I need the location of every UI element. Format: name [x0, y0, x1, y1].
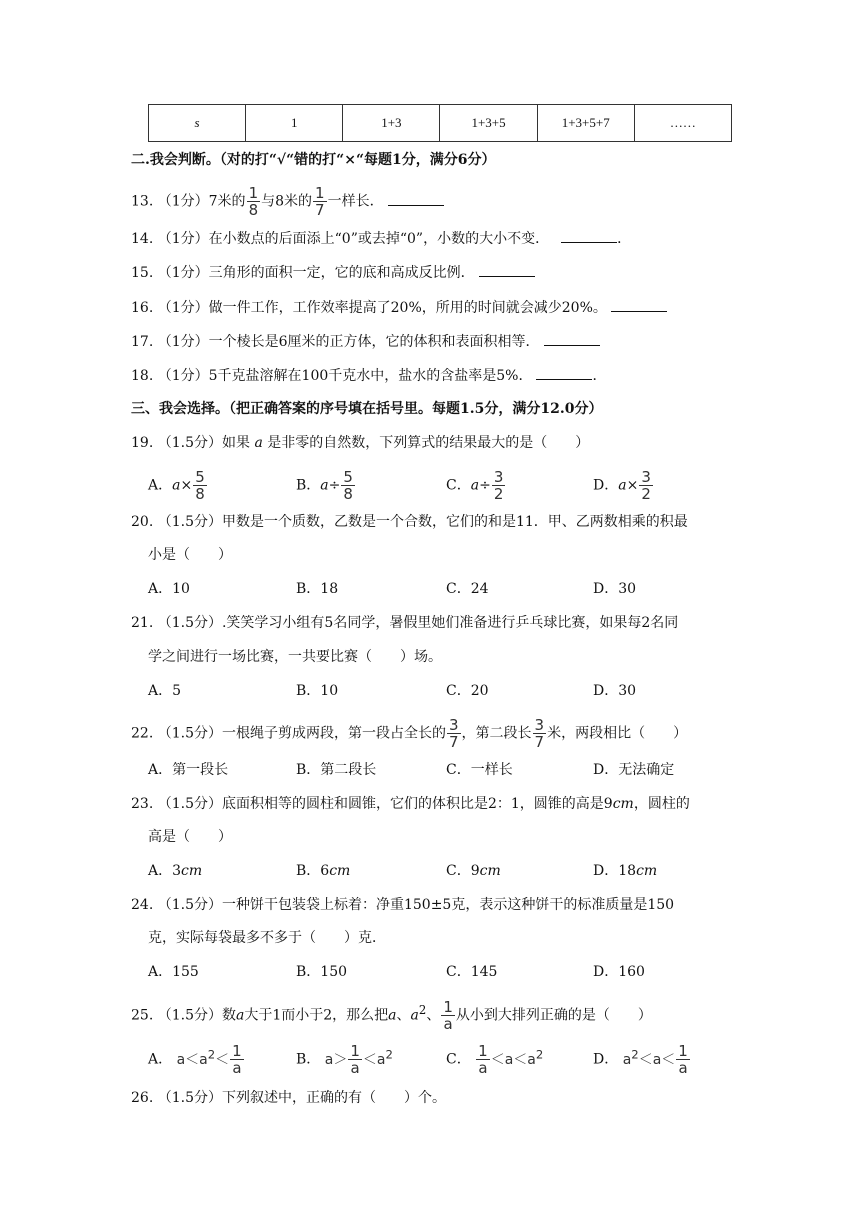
option-a[interactable] [148, 470, 208, 501]
question-text: 甲数是一个质数，乙数是一个合数，它们的和是11．甲、乙两数相乘的积最 [221, 514, 688, 530]
option-a[interactable]: A．5 [148, 683, 182, 699]
question-23 [131, 794, 690, 814]
variable-a: a [320, 477, 329, 494]
unit: cm [479, 863, 501, 879]
operator: ÷ [479, 477, 491, 494]
question-number: 16. [131, 300, 154, 316]
option-c[interactable]: C．一样长 [446, 762, 513, 778]
option-c[interactable]: C．20 [446, 683, 489, 699]
operator: ÷ [328, 477, 341, 494]
option-a[interactable]: A．10 [148, 581, 190, 597]
question-text: 下列叙述中，正确的有（ ）个。 [221, 1090, 446, 1106]
question-21 [131, 613, 678, 633]
option-label: A． [148, 1051, 173, 1068]
separator: 、 [426, 1007, 441, 1024]
answer-blank[interactable] [561, 228, 617, 243]
question-25: 25. （1.5分）数a大于1而小于2，那么把a、$a^2$、 $\frac{1}{a}$ 从小到大排列正确的是（ ） [131, 998, 652, 1034]
fraction: $\frac{1}{a}$ [443, 998, 453, 1034]
question-15 [131, 262, 535, 283]
question-text: 一根绳子剪成两段，第一段占全长的 [221, 725, 446, 742]
option-label: A． [148, 477, 173, 494]
question-score: （1.5分） [157, 435, 222, 451]
option-b[interactable] [296, 470, 356, 501]
fraction: $\frac{5}{8}$ [343, 468, 353, 503]
question-text: 米，两段相比（ ） [547, 725, 688, 742]
question-20-cont: 小是（ ） [148, 547, 232, 563]
option-a[interactable]: A．155 [148, 964, 199, 980]
inequality-expression: a＞ $\frac{1}{a}$ $<a^2$ [324, 1042, 393, 1078]
unit: cm [636, 863, 658, 879]
option-label: C． [446, 863, 471, 879]
unit: cm [612, 796, 634, 812]
question-text: 一样长． [327, 193, 384, 210]
question-score: （1.5分） [157, 1007, 222, 1024]
question-score: （1.5分） [157, 1090, 222, 1106]
variable-a: a [254, 435, 263, 451]
question-text: 与8米的 [261, 193, 313, 210]
question-17 [131, 331, 600, 352]
question-text: 做一件工作，工作效率提高了20%，所用的时间就会减少20%。 [208, 300, 607, 316]
option-c[interactable]: C．145 [446, 964, 498, 980]
option-label: B． [296, 477, 321, 494]
option-c[interactable]: C．24 [446, 581, 489, 597]
section-3-heading: 三、我会选择。（把正确答案的序号填在括号里。每题1.5分，满分12.0分） [131, 401, 603, 417]
question-16 [131, 297, 667, 318]
question-number: 21. [131, 615, 154, 631]
table-cell: 1+3+5+7 [537, 105, 634, 142]
question-21-cont: 学之间进行一场比赛，一共要比赛（ ）场。 [148, 649, 442, 665]
option-c[interactable] [446, 470, 506, 501]
fraction: $\frac{5}{8}$ [195, 468, 205, 503]
fraction: $\frac{3}{7}$ [534, 716, 545, 751]
table-cell: s [149, 105, 246, 142]
option-label: C． [446, 477, 471, 494]
question-score: （1分） [157, 193, 209, 210]
question-number: 19. [131, 435, 154, 451]
question-score: （1分） [157, 368, 209, 384]
question-text: 5千克盐溶解在100千克水中，盐水的含盐率是5%． [208, 368, 533, 384]
question-score: （1.5分） [157, 725, 222, 742]
question-number: 22. [131, 725, 154, 742]
question-score: （1.5分） [157, 615, 222, 631]
option-b[interactable]: B．第二段长 [296, 762, 377, 778]
question-text: 一种饼干包装袋上标着：净重150±5克，表示这种饼干的标准质量是150 [221, 897, 675, 913]
question-text: 7米的 [208, 193, 246, 210]
option-value: 6 [320, 863, 330, 879]
question-text: 是非零的自然数，下列算式的结果最大的是（ ） [267, 435, 590, 451]
option-value: 18 [618, 863, 637, 879]
option-c[interactable] [446, 1042, 544, 1078]
question-number: 24. [131, 897, 154, 913]
question-text: 如果 [221, 435, 250, 451]
question-13 [131, 186, 444, 217]
question-18 [131, 365, 606, 386]
option-label: D． [593, 863, 619, 879]
variable-a: a [388, 1007, 397, 1024]
variable-a: a [618, 477, 627, 494]
variable-a: a [410, 1007, 419, 1024]
answer-blank[interactable] [388, 191, 444, 206]
answer-blank[interactable] [611, 297, 667, 312]
question-19 [131, 433, 589, 453]
question-score: （1.5分） [157, 897, 222, 913]
question-text: 三角形的面积一定，它的底和高成反比例． [208, 265, 475, 281]
option-c[interactable] [446, 861, 501, 881]
question-text: ，圆柱的 [633, 796, 690, 812]
question-14 [131, 228, 631, 249]
variable-a: a [470, 477, 480, 494]
question-number: 15. [131, 265, 154, 281]
option-a[interactable] [148, 1042, 245, 1078]
option-label: D． [593, 477, 619, 494]
question-number: 26. [131, 1090, 154, 1106]
question-number: 17. [131, 334, 154, 350]
question-text: 数 [221, 1007, 236, 1024]
option-d[interactable]: D．30 [593, 581, 637, 597]
option-b[interactable]: B．18 [296, 581, 339, 597]
option-d[interactable] [593, 470, 654, 501]
option-d[interactable] [593, 1042, 691, 1078]
question-score: （1分） [157, 334, 209, 350]
question-score: （1.5分） [157, 796, 222, 812]
question-text: 一个棱长是6厘米的正方体，它的体积和表面积相等． [208, 334, 540, 350]
question-24 [131, 895, 674, 915]
fraction: $\frac{3}{7}$ [448, 716, 459, 751]
question-text: 从小到大排列正确的是（ ） [455, 1007, 652, 1024]
fraction: $\frac{1}{7}$ [315, 184, 325, 219]
question-text: .笑笑学习小组有5名同学，暑假里她们准备进行乒乓球比赛，如果每2名同 [221, 615, 679, 631]
question-26 [131, 1088, 446, 1108]
question-20 [131, 512, 688, 532]
option-value: 9 [470, 863, 480, 879]
option-label: A． [148, 863, 173, 879]
option-d[interactable]: D．无法确定 [593, 762, 675, 778]
option-label: B． [296, 1051, 321, 1068]
option-b[interactable] [296, 861, 350, 881]
question-score: （1.5分） [157, 514, 222, 530]
question-score: （1分） [157, 231, 209, 247]
option-a[interactable]: A．第一段长 [148, 762, 229, 778]
question-text: 大于1而小于2，那么把 [244, 1007, 389, 1024]
inequality-expression: $\frac{1}{a}$ $<a<a^2$ [478, 1042, 544, 1078]
fraction: $\frac{3}{2}$ [641, 468, 651, 503]
period: ． [592, 368, 607, 384]
option-b[interactable]: B．10 [296, 683, 339, 699]
variable-a: a [172, 477, 181, 494]
question-score: （1分） [157, 265, 209, 281]
inequality-expression: $a^2<a<$ $\frac{1}{a}$ [622, 1042, 688, 1078]
question-text: ，第二段长 [461, 725, 532, 742]
sequence-table [148, 104, 732, 142]
question-score: （1分） [157, 300, 209, 316]
option-d[interactable]: D．30 [593, 683, 637, 699]
table-cell: 1+3+5 [440, 105, 537, 142]
question-number: 13. [131, 193, 154, 210]
section-2-heading: 二.我会判断。（对的打“√“错的打“×“每题1分，满分6分） [131, 152, 496, 168]
option-value: 3 [172, 863, 182, 879]
fraction: $\frac{3}{2}$ [493, 468, 504, 503]
separator: 、 [396, 1007, 411, 1024]
table-row [149, 105, 732, 142]
table-cell: 1 [246, 105, 343, 142]
operator: × [180, 477, 193, 494]
question-text: 底面积相等的圆柱和圆锥，它们的体积比是2：1，圆锥的高是9 [221, 796, 613, 812]
option-d[interactable]: D．160 [593, 964, 645, 980]
fraction: $\frac{1}{8}$ [248, 184, 259, 219]
unit: cm [181, 863, 203, 879]
option-b[interactable]: B．150 [296, 964, 348, 980]
question-number: 23. [131, 796, 154, 812]
question-24-cont: 克，实际每袋最多不多于（ ）克． [148, 930, 386, 946]
answer-blank[interactable] [544, 331, 600, 346]
question-number: 20. [131, 514, 154, 530]
question-number: 18. [131, 368, 154, 384]
period: ． [617, 231, 632, 247]
question-22 [131, 718, 687, 749]
operator: × [626, 477, 639, 494]
option-d[interactable] [593, 861, 657, 881]
question-23-cont: 高是（ ） [148, 829, 232, 845]
question-number: 14. [131, 231, 154, 247]
option-label: C． [446, 1051, 471, 1068]
table-cell: …… [634, 105, 731, 142]
question-number: 25. [131, 1007, 154, 1024]
answer-blank[interactable] [479, 262, 535, 277]
question-text: 在小数点的后面添上“0”或去掉“0”，小数的大小不变． [208, 231, 550, 247]
option-label: B． [296, 863, 321, 879]
inequality-expression: $a<a^2<$ $\frac{1}{a}$ [176, 1042, 242, 1078]
answer-blank[interactable] [536, 365, 592, 380]
option-a[interactable] [148, 861, 202, 881]
table-cell: 1+3 [343, 105, 440, 142]
option-b[interactable] [296, 1042, 393, 1078]
variable-a: a [235, 1007, 245, 1024]
option-label: D． [593, 1051, 619, 1068]
unit: cm [329, 863, 351, 879]
